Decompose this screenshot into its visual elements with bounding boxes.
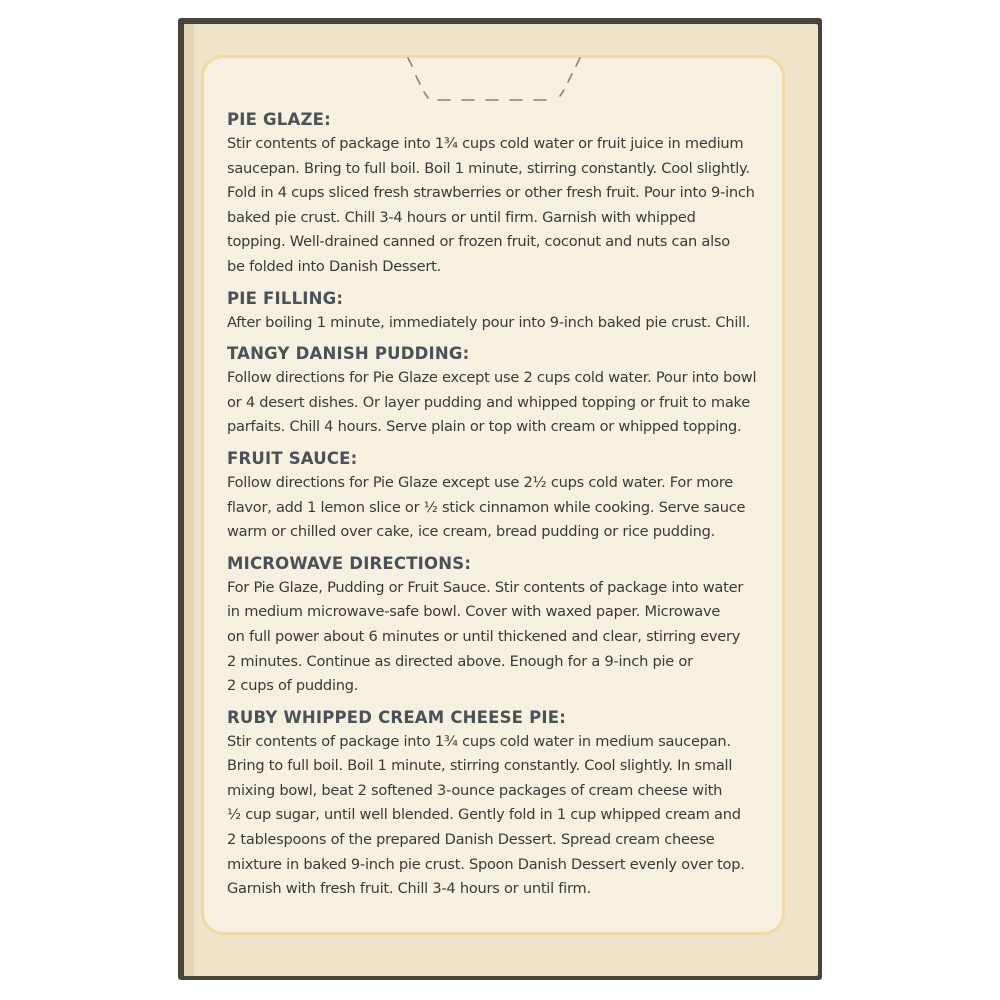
section-text-line: Stir contents of package into 1¾ cups cold water or fruit juice in medium: [227, 135, 744, 152]
recipe-text: [227, 108, 775, 909]
section-heading: TANGY DANISH PUDDING:: [227, 344, 470, 364]
section-text-line: Stir contents of package into 1¾ cups cold water in medium saucepan.: [227, 732, 731, 750]
section-heading: RUBY WHIPPED CREAM CHEESE PIE:: [227, 707, 566, 727]
section-text-line: baked pie crust. Chill 3-4 hours or until firm. Garnish with whipped: [227, 208, 696, 226]
section-heading: FRUIT SAUCE:: [227, 448, 358, 468]
recipe-section: [227, 552, 775, 699]
recipe-section: [227, 287, 775, 336]
section-text-line: topping. Well-drained canned or frozen fruit, coconut and nuts can also: [227, 233, 730, 251]
section-text-line: Fold in 4 cups sliced fresh strawberries or other fresh fruit. Pour into 9-inch: [227, 184, 755, 202]
section-text-line: saucepan. Bring to full boil. Boil 1 minute, stirring constantly. Cool slightly.: [227, 159, 750, 177]
section-text-line: Follow directions for Pie Glaze except use 2½ cups cold water. For more: [227, 473, 734, 491]
section-text-line: ½ cup sugar, until well blended. Gently fold in 1 cup whipped cream and: [227, 806, 741, 824]
section-text-line: For Pie Glaze, Pudding or Fruit Sauce. Stir contents of package into water: [227, 578, 744, 596]
section-text-line: mixture in baked 9-inch pie crust. Spoon Danish Dessert evenly over top.: [227, 855, 745, 873]
section-text-line: in medium microwave-safe bowl. Cover with waxed paper. Microwave: [227, 603, 721, 621]
section-text-line: warm or chilled over cake, ice cream, bread pudding or rice pudding.: [227, 523, 716, 541]
section-text-line: be folded into Danish Dessert.: [227, 257, 441, 275]
recipe-section: [227, 108, 775, 280]
section-text-line: parfaits. Chill 4 hours. Serve plain or top with cream or whipped topping.: [227, 418, 742, 436]
section-text-line: Follow directions for Pie Glaze except use 2 cups cold water. Pour into bowl: [227, 369, 757, 387]
box-side-flap: [184, 24, 194, 976]
section-text-line: mixing bowl, beat 2 softened 3-ounce packages of cream cheese with: [227, 781, 723, 799]
section-heading: PIE GLAZE:: [227, 110, 331, 129]
recipe-section: [227, 342, 775, 440]
tear-line-icon: [400, 50, 600, 110]
recipe-section: [227, 447, 775, 545]
section-text-line: 2 minutes. Continue as directed above. Enough for a 9-inch pie or: [227, 652, 693, 670]
section-text-line: Bring to full boil. Boil 1 minute, stirring constantly. Cool slightly. In small: [227, 757, 733, 775]
recipe-section: [227, 706, 775, 902]
section-text-line: Garnish with fresh fruit. Chill 3-4 hours or until firm.: [227, 880, 591, 898]
section-heading: PIE FILLING:: [227, 288, 344, 308]
section-text-line: or 4 desert dishes. Or layer pudding and whipped topping or fruit to make: [227, 393, 750, 411]
section-heading: MICROWAVE DIRECTIONS:: [227, 553, 472, 573]
section-text-line: 2 tablespoons of the prepared Danish Dessert. Spread cream cheese: [227, 831, 715, 849]
section-text-line: on full power about 6 minutes or until thickened and clear, stirring every: [227, 627, 741, 645]
section-text-line: 2 cups of pudding.: [227, 677, 359, 695]
section-text-line: After boiling 1 minute, immediately pour into 9-inch baked pie crust. Chill.: [227, 313, 751, 331]
section-text-line: flavor, add 1 lemon slice or ½ stick cinnamon while cooking. Serve sauce: [227, 498, 746, 516]
